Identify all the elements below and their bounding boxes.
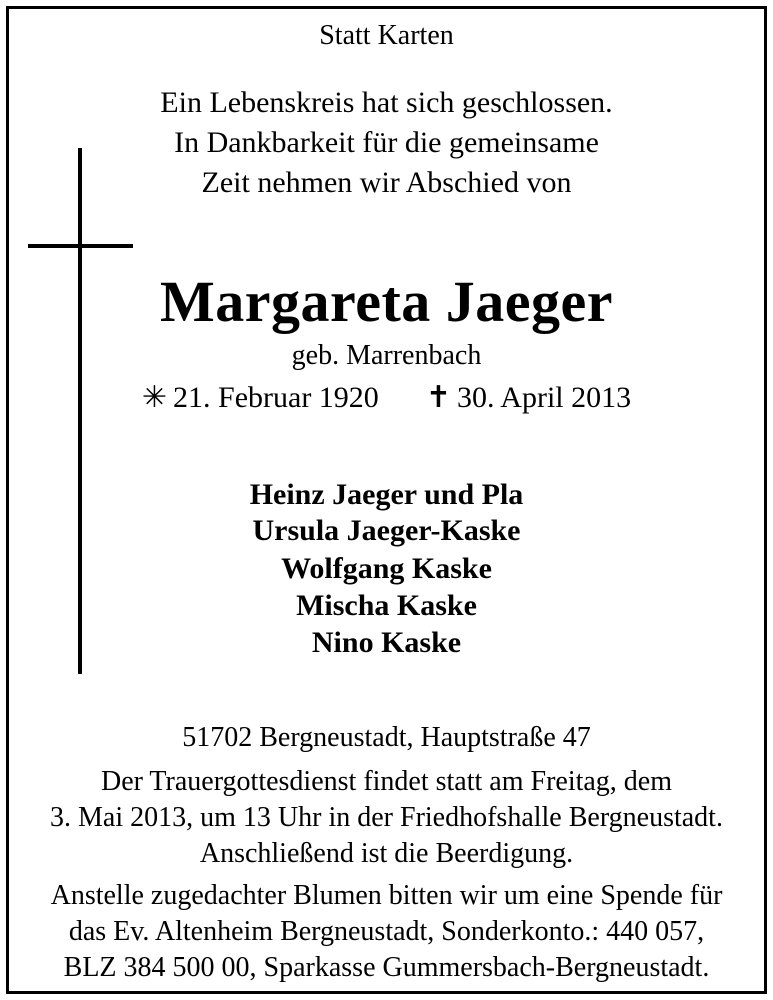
birth-name: geb. Marrenbach [291, 340, 482, 371]
donation-line: Anstelle zugedachter Blumen bitten wir um eine Spende für [50, 880, 723, 911]
born-date [142, 380, 379, 415]
family-member: Ursula Jaeger-Kaske [252, 514, 521, 547]
deceased-name: Margareta Jaeger [160, 269, 613, 334]
star-icon: ✳ [141, 381, 168, 414]
service-line: Anschließend ist die Beerdigung. [199, 838, 574, 869]
donation-line: BLZ 384 500 00, Sparkasse Gummersbach-Bergneustadt. [63, 952, 710, 983]
family-member: Heinz Jaeger und Pla [249, 478, 524, 511]
cross-icon: ✝ [425, 381, 451, 414]
header-text: Statt Karten [319, 20, 454, 51]
service-line: Der Trauergottesdienst findet statt am Freitag, dem [100, 766, 673, 797]
service-line: 3. Mai 2013, um 13 Uhr in der Friedhofshalle Bergneustadt. [50, 802, 723, 833]
family-member: Nino Kaske [311, 626, 462, 659]
family-member: Wolfgang Kaske [281, 552, 492, 585]
family-member: Mischa Kaske [296, 589, 477, 622]
donation-line: das Ev. Altenheim Bergneustadt, Sonderkonto.: 440 057, [68, 916, 705, 947]
address: 51702 Bergneustadt, Hauptstraße 47 [182, 722, 591, 753]
cross-icon-horizontal [28, 244, 133, 248]
born-date-text: 21. Februar 1920 [173, 381, 379, 414]
intro-line: Zeit nehmen wir Abschied von [201, 166, 572, 199]
intro-line: In Dankbarkeit für die gemeinsame [174, 126, 599, 159]
intro-line: Ein Lebenskreis hat sich geschlossen. [160, 86, 613, 119]
died-date-text: 30. April 2013 [456, 381, 632, 414]
life-dates [0, 380, 773, 415]
died-date [426, 380, 631, 415]
